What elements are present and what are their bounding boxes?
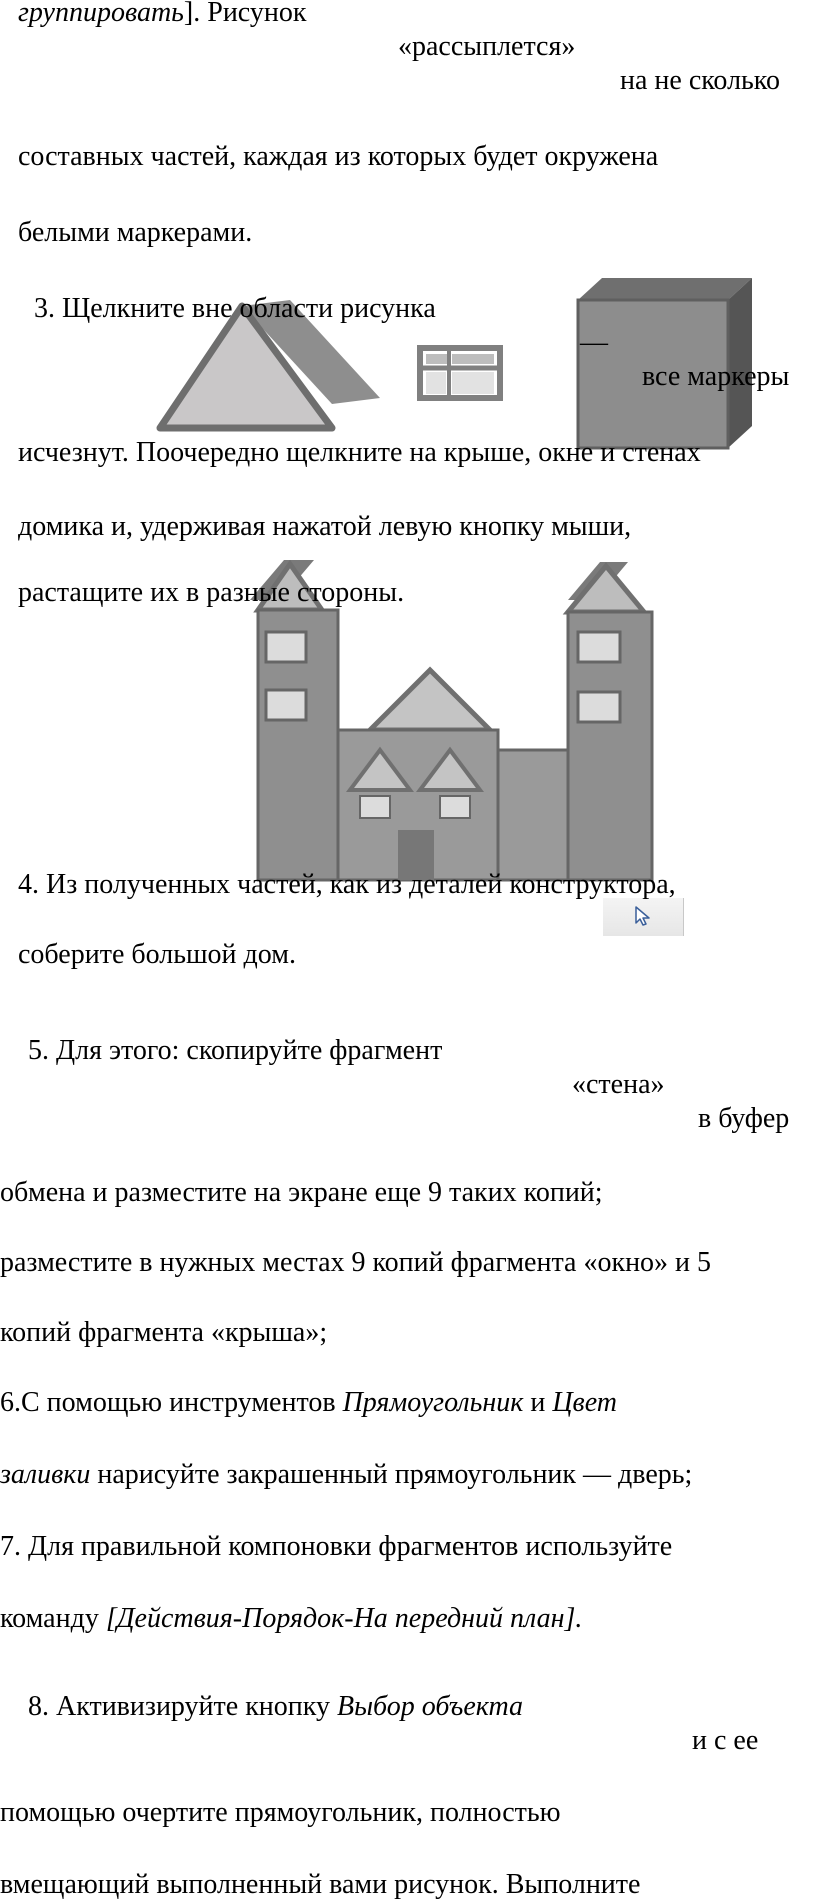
select-object-button[interactable] [603,898,684,936]
window-fragment [420,348,500,398]
step-6-line: 6.С помощью инструментов Прямоугольник и Цвет [0,1387,617,1418]
tool-name-fill: Цвет [552,1387,617,1418]
text-line: обмена и разместите на экране еще 9 таких копий; [0,1177,603,1208]
step-5-line: 5. Для этого: скопируйте фрагмент [28,1035,443,1066]
cursor-arrow-icon [633,904,657,928]
text-line: домика и, удерживая нажатой левую кнопку мыши, [18,511,632,542]
text-line: команду [Действия-Порядок-На передний план]. [0,1603,583,1634]
text-line: копий фрагмента «крыша»; [0,1317,328,1348]
text-line: вмещающий выполненный вами рисунок. Выполните [0,1869,641,1900]
step-7-line: 7. Для правильной компоновки фрагментов используйте [0,1531,673,1562]
menu-command: [Действия-Порядок-На передний план]. [105,1603,583,1634]
tool-name-rectangle: Прямоугольник [342,1387,524,1418]
middle-section [338,670,498,880]
text-line: белыми маркерами. [18,217,253,248]
quoted-word: «рассыплется» [398,31,576,62]
text-line: заливки нарисуйте закрашенный прямоугольник — дверь; [0,1459,693,1490]
text-line: разместите в нужных местах 9 копий фрагмента «окно» и 5 [0,1247,712,1278]
text-line: составных частей, каждая из которых будет окружена [18,141,659,172]
text-line: растащите их в разные стороны. [18,577,405,608]
step-4-line: 4. Из полученных частей, как из деталей конструктора, [18,869,676,900]
step-8-line: 8. Активизируйте кнопку Выбор объекта [28,1691,524,1722]
text-line: исчезнут. Поочередно щелкните на крыше, окне и стенах [18,437,701,468]
text-line: помощью очертите прямоугольник, полностью [0,1797,561,1828]
text-line: группировать]. Рисунок [18,0,816,30]
step-3-line: 3. Щелкните вне области рисунка [34,293,436,324]
text-line: соберите большой дом. [18,939,296,970]
tool-name-select: Выбор объекта [336,1691,524,1722]
italic-term: группировать [18,0,184,28]
